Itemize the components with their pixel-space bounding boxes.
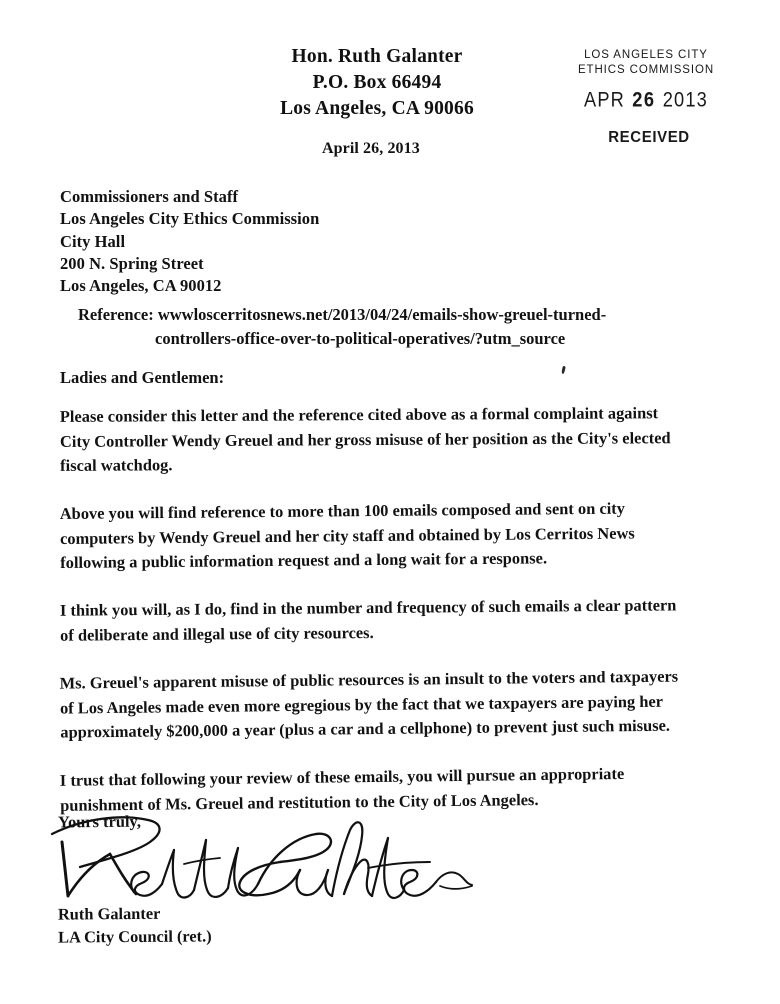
stamp-org-line-2: ETHICS COMMISSION — [577, 63, 715, 76]
stamp-org-line-1: LOS ANGELES CITY — [584, 48, 708, 62]
stamp-month: APR — [584, 88, 626, 113]
recipient-line-5: Los Angeles, CA 90012 — [60, 276, 222, 296]
body-paragraph-4: Ms. Greuel's apparent misuse of public resources is an insult to the voters and taxpayers of Los Angeles made even more egregious by the fact that we taxpayers are paying her approximately $200,000 a year (plus a car and a cellphone) to prevent just such misuse. — [59, 666, 679, 742]
stamp-status: RECEIVED — [608, 128, 690, 147]
recipient-line-3: City Hall — [60, 231, 126, 251]
signer-title: LA City Council (ret.) — [58, 925, 212, 947]
letterhead-po-box: P.O. Box 66494 — [312, 72, 442, 93]
letterhead-city-state-zip: Los Angeles, CA 90066 — [280, 98, 474, 119]
signer-name: Ruth Galanter — [57, 903, 161, 924]
signer-block — [58, 902, 212, 948]
scan-ink-speck — [561, 366, 566, 374]
letter-body — [60, 403, 688, 814]
stamp-day: 26 — [632, 88, 656, 113]
reference-line-2: controllers-office-over-to-political-operatives/?utm_source — [155, 329, 566, 348]
recipient-line-2: Los Angeles City Ethics Commission — [60, 209, 320, 229]
recipient-address — [60, 186, 319, 297]
salutation: Ladies and Gentlemen: — [60, 368, 225, 387]
letterhead-name: Hon. Ruth Galanter — [291, 46, 463, 67]
body-paragraph-5: I trust that following your review of these emails, you will pursue an appropriate punishment of Ms. Greuel and restitution to the City of Los Angeles. — [59, 763, 625, 814]
letter-date: April 26, 2013 — [322, 140, 420, 157]
reference-block — [78, 303, 718, 351]
recipient-line-1: Commissioners and Staff — [60, 187, 239, 206]
body-paragraph-1: Please consider this letter and the reference cited above as a formal complaint against City Controller Wendy Greuel and her gross misuse of her position as the City's elected fiscal watchdog. — [59, 403, 671, 476]
recipient-line-4: 200 N. Spring Street — [60, 253, 204, 273]
received-stamp — [566, 48, 726, 146]
body-paragraph-3: I think you will, as I do, find in the number and frequency of such emails a clear pattern of deliberate and illegal use of city resources. — [59, 594, 677, 644]
reference-line-1: Reference: wwwloscerritosnews.net/2013/04/24/emails-show-greuel-turned- — [78, 305, 607, 324]
stamp-date — [569, 89, 723, 114]
valediction: Yours truly, — [57, 811, 141, 832]
stamp-year: 2013 — [662, 88, 708, 113]
body-paragraph-2: Above you will find reference to more than 100 emails composed and sent on city computers by Wendy Greuel and her city staff and obtained by Los Cerritos News following a public information request and a long wait for a response. — [59, 498, 635, 572]
